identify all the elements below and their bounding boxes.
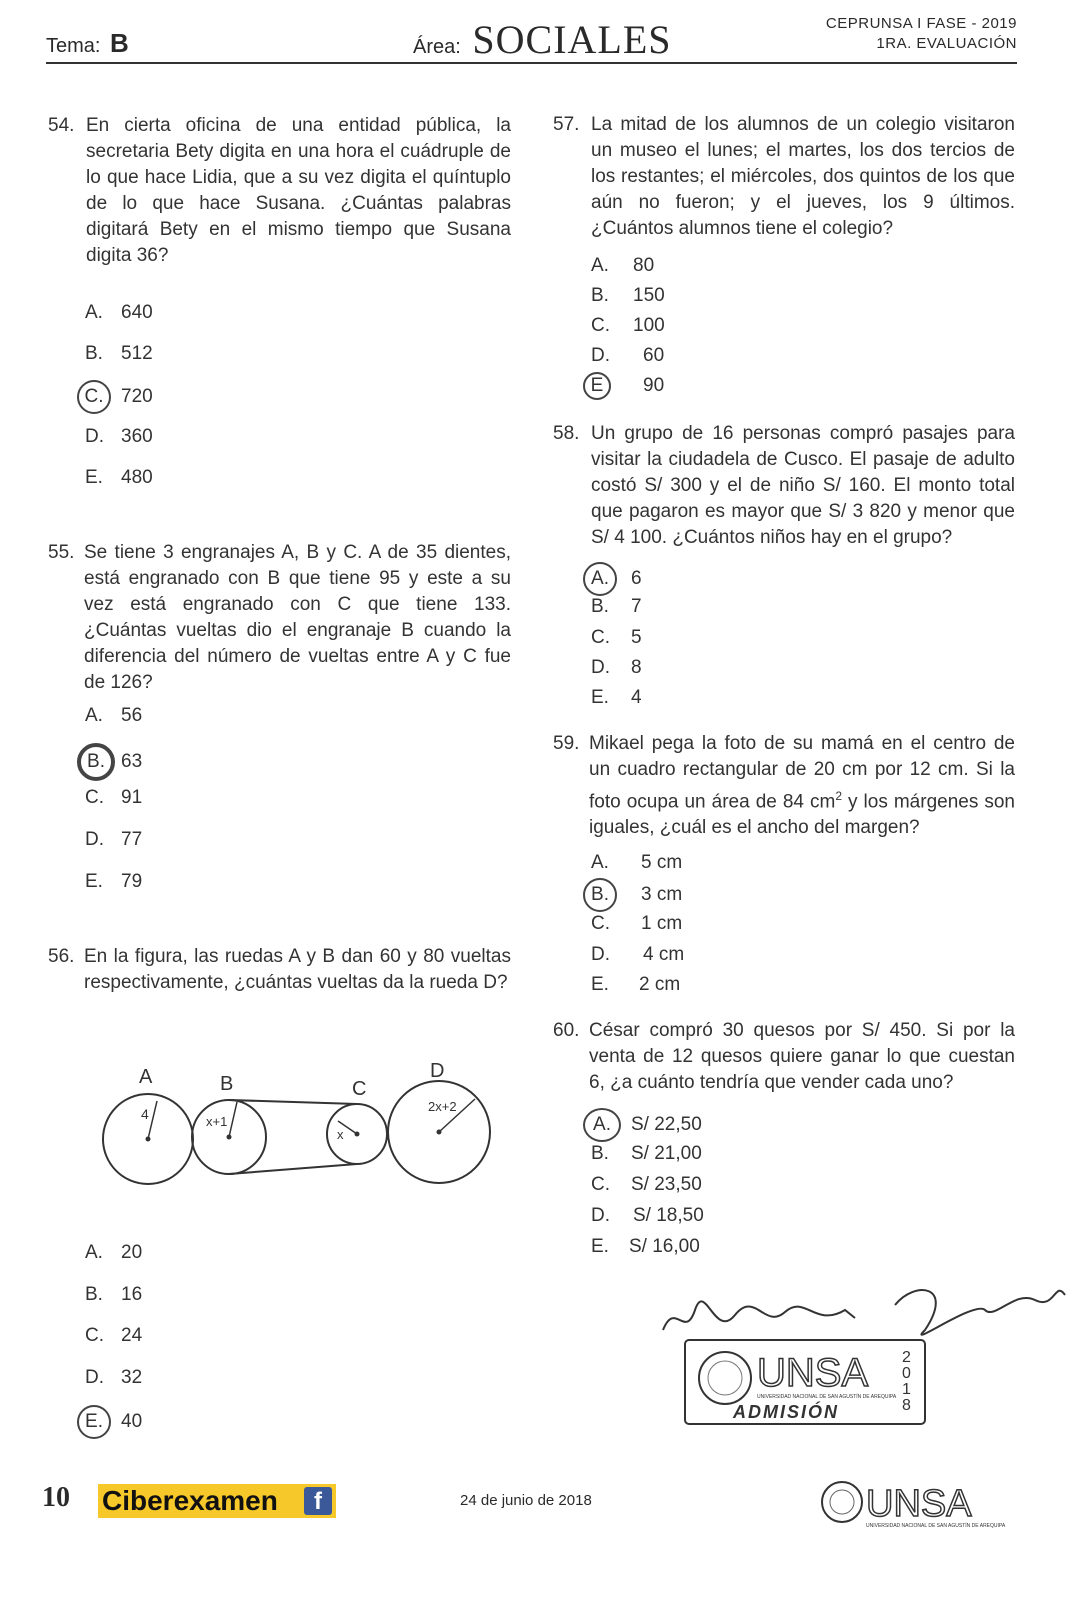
area-header [413,16,672,63]
facebook-icon: f [304,1487,332,1515]
option-57-b[interactable]: B. 150 [591,285,665,306]
option-59-c[interactable]: C. 1 cm [591,913,683,934]
label-c: C [352,1078,367,1100]
admission-stamp [655,1270,1075,1430]
option-54-c-selected[interactable]: C. 720 [85,380,153,414]
option-58-d[interactable]: D. 8 [591,657,642,678]
option-57-e-selected[interactable]: E 90 [591,372,664,400]
seal-icon [699,1352,751,1404]
option-60-a-selected[interactable]: A. S/ 22,50 [591,1108,702,1142]
stamp-year-digit: 2 [902,1349,911,1366]
gear-figure [95,1055,505,1185]
stamp-subtitle: UNIVERSIDAD NACIONAL DE SAN AGUSTÍN DE AREQUIPA [757,1394,897,1400]
answer-circle: E. [77,1405,111,1439]
label-d: D [430,1060,445,1082]
option-57-c[interactable]: C. 100 [591,315,665,336]
option-55-a[interactable]: A. 56 [85,705,143,726]
tema-value: B [110,28,129,58]
option-54-e[interactable]: E. 480 [85,467,153,488]
question-55 [48,540,513,693]
option-58-c[interactable]: C. 5 [591,627,642,648]
answer-circle: A. [583,1108,621,1142]
question-text: En cierta oficina de una entidad pública, la secretaria Bety digita en una hora el cuádruple de lo que hace Lidia, que a su vez digita el quíntuplo de lo que hace Susana. ¿Cuántas palabras digitará Bety en el mismo tiempo que Susana digita 36? [86,115,511,266]
option-56-b[interactable]: B. 16 [85,1284,143,1305]
question-text: Se tiene 3 engranajes A, B y C. A de 35 dientes, está engranado con B que tiene 95 y este a su vez está engranado con C que tiene 133. ¿Cuántas vueltas dio el engranaje B cuando la diferencia del número de vueltas entre A y C fue de 126? [84,542,511,693]
question-text: César compró 30 quesos por S/ 450. Si por la venta de 12 quesos quiere ganar lo que cuestan 6, ¿a cuánto tendría que vender cada uno? [589,1020,1015,1093]
option-56-e-selected[interactable]: E. 40 [85,1405,142,1439]
tema-label: Tema: [46,35,101,57]
brand-text: Ciberexamen [102,1485,278,1516]
option-54-b[interactable]: B. 512 [85,343,153,364]
option-55-e[interactable]: E. 79 [85,871,143,892]
question-text: Un grupo de 16 personas compró pasajes para visitar la ciudadela de Cusco. El pasaje de adulto costó S/ 300 y el de niño S/ 160. El monto total que pagaron es mayor que S/ 3 820 y menor que S/ 4 100. ¿Cuántos niños hay en el grupo? [591,423,1015,548]
question-number: 57. [553,114,580,135]
answer-circle: A. [583,562,617,596]
option-56-d[interactable]: D. 32 [85,1367,143,1388]
area-value: SOCIALES [472,17,672,62]
question-56 [48,944,513,1026]
exam-line-2: 1RA. EVALUACIÓN [876,35,1017,52]
label-a: A [139,1066,153,1088]
tema-header [46,28,129,59]
label-b: B [220,1073,234,1095]
answer-circle: B. [77,743,115,781]
question-57 [553,112,1015,247]
radius-a: 4 [141,1106,149,1122]
question-number: 60. [553,1020,580,1041]
option-60-c[interactable]: C. S/ 23,50 [591,1174,702,1195]
question-58 [553,421,1015,556]
question-number: 55. [48,542,75,563]
option-58-a-selected[interactable]: A. 6 [591,562,642,596]
unsa-seal-icon [822,1482,862,1522]
option-55-d[interactable]: D. 77 [85,829,143,850]
option-57-d[interactable]: D. 60 [591,345,665,366]
exam-info [826,14,1017,54]
question-number: 56. [48,946,75,967]
radius-b: x+1 [206,1114,228,1129]
option-60-d[interactable]: D. S/ 18,50 [591,1205,704,1226]
option-57-a[interactable]: A. 80 [591,255,655,276]
option-55-b-selected[interactable]: B. 63 [85,743,142,781]
unsa-logo-text: UNSA [866,1483,972,1525]
header-divider [46,62,1017,64]
unsa-logo [818,1478,1018,1530]
option-54-a[interactable]: A. 640 [85,302,153,323]
question-number: 54. [48,115,75,136]
question-54 [48,113,513,273]
answer-circle: E [583,372,611,400]
question-number: 59. [553,733,580,754]
option-59-b-selected[interactable]: B. 3 cm [591,878,682,912]
stamp-year-digit: 0 [902,1365,911,1382]
option-58-e[interactable]: E. 4 [591,687,642,708]
unsa-logo-subtitle: UNIVERSIDAD NACIONAL DE SAN AGUSTÍN DE AREQUIPA [866,1523,1006,1529]
question-number: 58. [553,423,580,444]
question-text: En la figura, las ruedas A y B dan 60 y 80 vueltas respectivamente, ¿cuántas vueltas da la rueda D? [84,946,511,993]
question-60 [553,1018,1015,1100]
radius-c: x [337,1127,344,1142]
option-55-c[interactable]: C. 91 [85,787,143,808]
answer-circle: B. [583,878,617,912]
ciberexamen-banner[interactable] [98,1484,336,1518]
stamp-brand: UNSA [757,1351,869,1395]
option-59-d[interactable]: D. 4 cm [591,944,685,965]
question-text: La mitad de los alumnos de un colegio visitaron un museo el lunes; el martes, los dos tercios de los restantes; el miércoles, dos quintos de los que aún no fueron; y el jueves, los 9 últimos. ¿Cuántos alumnos tiene el colegio? [591,114,1015,239]
page-number: 10 [42,1482,70,1513]
answer-circle: C. [77,380,111,414]
stamp-year-digit: 1 [902,1381,911,1398]
option-54-d[interactable]: D. 360 [85,426,153,447]
radius-d: 2x+2 [428,1099,457,1114]
area-label: Área: [413,36,461,58]
stamp-year-digit: 8 [902,1397,911,1414]
belt-top [229,1100,357,1104]
question-text: Mikael pega la foto de su mamá en el centro de un cuadro rectangular de 20 cm por 12 cm. Si la foto ocupa un área de 84 $cm^2$ y los márgenes son iguales, ¿cuál es el ancho del margen? [589,733,1015,839]
option-59-a[interactable]: A. 5 cm [591,852,683,873]
option-59-e[interactable]: E. 2 cm [591,974,681,995]
signature-scribble [663,1290,1065,1335]
exam-line-1: CEPRUNSA I FASE - 2019 [825,15,1017,32]
option-56-a[interactable]: A. 20 [85,1242,143,1263]
option-60-b[interactable]: B. S/ 21,00 [591,1143,702,1164]
exam-date: 24 de junio de 2018 [460,1492,592,1509]
question-59 [553,731,1015,841]
stamp-admision: ADMISIÓN [733,1402,839,1422]
option-56-c[interactable]: C. 24 [85,1325,143,1346]
option-58-b[interactable]: B. 7 [591,596,642,617]
option-60-e[interactable]: E. S/ 16,00 [591,1236,700,1257]
